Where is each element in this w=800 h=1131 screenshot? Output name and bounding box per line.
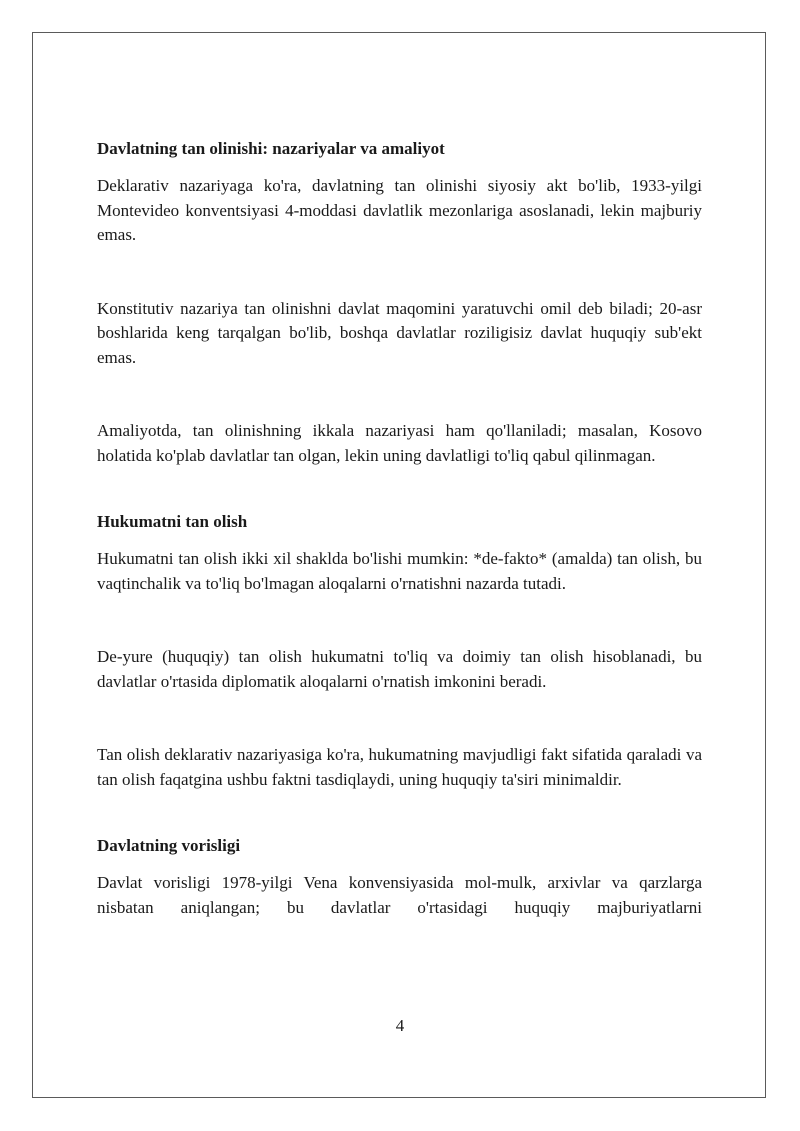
page-number: 4 [395,1016,405,1035]
paragraph-de-jure: De-yure (huquqiy) tan olish hukumatni to'liq va doimiy tan olish hisoblanadi, bu davlatlar o'rtasida diplomatik aloqalarni o'rnatish imkonini beradi. [97,647,702,691]
paragraph-vienna-convention: Davlat vorisligi 1978-yilgi Vena konvensiyasida mol-mulk, arxivlar va qarzlarga nisbatan aniqlangan; bu davlatlar o'rtasidagi huquqiy majburiyatlarni [97,873,702,917]
paragraph-declarative-government: Tan olish deklarativ nazariyasiga ko'ra, hukumatning mavjudligi fakt sifatida qaraladi va tan olish faqatgina ushbu faktni tasdiqlaydi, uning huquqiy ta'siri minimaldir. [97,745,702,789]
paragraph-practice-kosovo: Amaliyotda, tan olinishning ikkala nazariyasi ham qo'llaniladi; masalan, Kosovo holatida ko'plab davlatlar tan olgan, lekin uning davlatligi to'liq qabul qilinmagan. [97,421,702,465]
section-heading-recognition-of-governments: Hukumatni tan olish [97,512,248,531]
section-heading-state-succession: Davlatning vorisligi [97,836,241,855]
section-heading-recognition-of-states: Davlatning tan olinishi: nazariyalar va amaliyot [97,139,445,158]
paragraph-constitutive-theory: Konstitutiv nazariya tan olinishni davlat maqomini yaratuvchi omil deb biladi; 20-asr boshlarida keng tarqalgan bo'lib, boshqa davlatlar roziligisiz davlat huquqiy sub'ekt emas. [97,298,702,367]
document-body [97,137,702,920]
paragraph-declarative-theory: Deklarativ nazariyaga ko'ra, davlatning tan olinishi siyosiy akt bo'lib, 1933-yilgi Montevideo konventsiyasi 4-moddasi davlatlik mezonlariga asoslanadi, lekin majburiy emas. [97,176,702,244]
paragraph-de-facto: Hukumatni tan olish ikki xil shaklda bo'lishi mumkin: *de-fakto* (amalda) tan olish, bu vaqtinchalik va to'liq bo'lmagan aloqalarni o'rnatishni nazarda tutadi. [97,549,702,593]
